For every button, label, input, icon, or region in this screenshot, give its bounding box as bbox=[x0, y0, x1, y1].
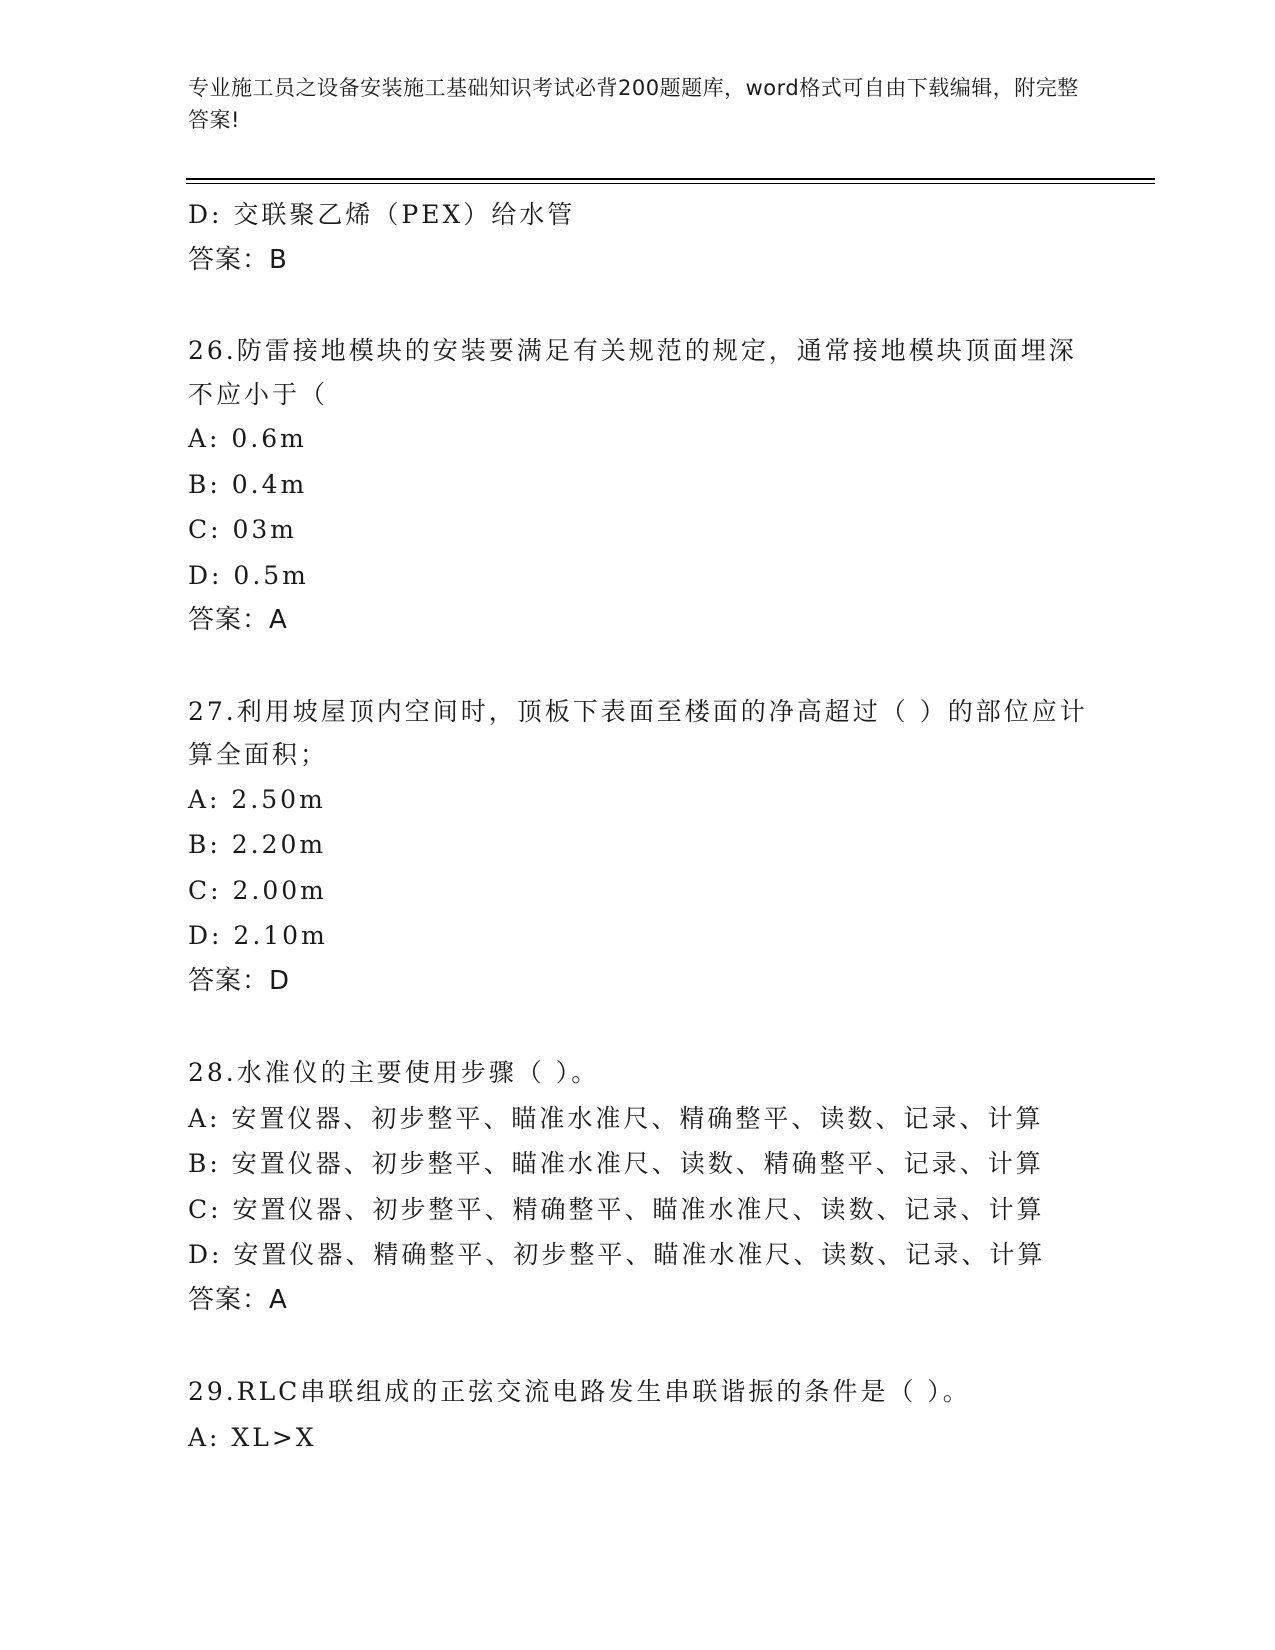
question-stem: 27.利用坡屋顶内空间时，顶板下表面至楼面的净高超过（ ）的部位应计算全面积； bbox=[188, 696, 1088, 769]
option-c: C: 03m bbox=[188, 515, 298, 544]
option-c: C: 2.00m bbox=[188, 875, 327, 905]
option-a: A: 0.6m bbox=[188, 424, 307, 453]
answer-line: 答案：A bbox=[188, 1284, 288, 1315]
header-rule-thin bbox=[186, 183, 1155, 184]
option-b: B: 安置仪器、初步整平、瞄准水准尺、读数、精确整平、记录、计算 bbox=[188, 1149, 1044, 1178]
question-content bbox=[188, 192, 1088, 1460]
option-c: C: 安置仪器、初步整平、精确整平、瞄准水准尺、读数、记录、计算 bbox=[188, 1194, 1045, 1224]
question-26 bbox=[188, 329, 1088, 644]
option-a: A: 2.50m bbox=[188, 784, 326, 814]
answer-line: 答案：D bbox=[188, 965, 291, 996]
answer-line: 答案：A bbox=[188, 605, 288, 635]
question-29 bbox=[188, 1369, 1088, 1460]
question-27 bbox=[188, 690, 1088, 1005]
question-28 bbox=[188, 1050, 1088, 1323]
option-d: D: 2.10m bbox=[188, 921, 328, 950]
option-d: D: 0.5m bbox=[188, 560, 309, 590]
question-stem: 28.水准仪的主要使用步骤（ ）。 bbox=[188, 1058, 600, 1087]
option-b: B: 0.4m bbox=[188, 469, 308, 499]
page-header: 专业施工员之设备安装施工基础知识考试必背200题题库，word格式可自由下载编辑，附完整答案! bbox=[188, 76, 1079, 132]
question-stem: 29.RLC串联组成的正弦交流电路发生串联谐振的条件是（ ）。 bbox=[188, 1377, 971, 1406]
option-a: A: 安置仪器、初步整平、瞄准水准尺、精确整平、读数、记录、计算 bbox=[188, 1103, 1044, 1133]
answer-line: 答案：B bbox=[188, 244, 288, 275]
option-d: D: 交联聚乙烯（PEX）给水管 bbox=[188, 200, 576, 229]
option-a: A: XL>X bbox=[188, 1422, 317, 1452]
option-b: B: 2.20m bbox=[188, 830, 327, 859]
option-d: D: 安置仪器、精确整平、初步整平、瞄准水准尺、读数、记录、计算 bbox=[188, 1240, 1046, 1269]
question-stem: 26.防雷接地模块的安装要满足有关规范的规定，通常接地模块顶面埋深不应小于（ bbox=[188, 336, 1077, 409]
header-rule bbox=[186, 178, 1155, 180]
